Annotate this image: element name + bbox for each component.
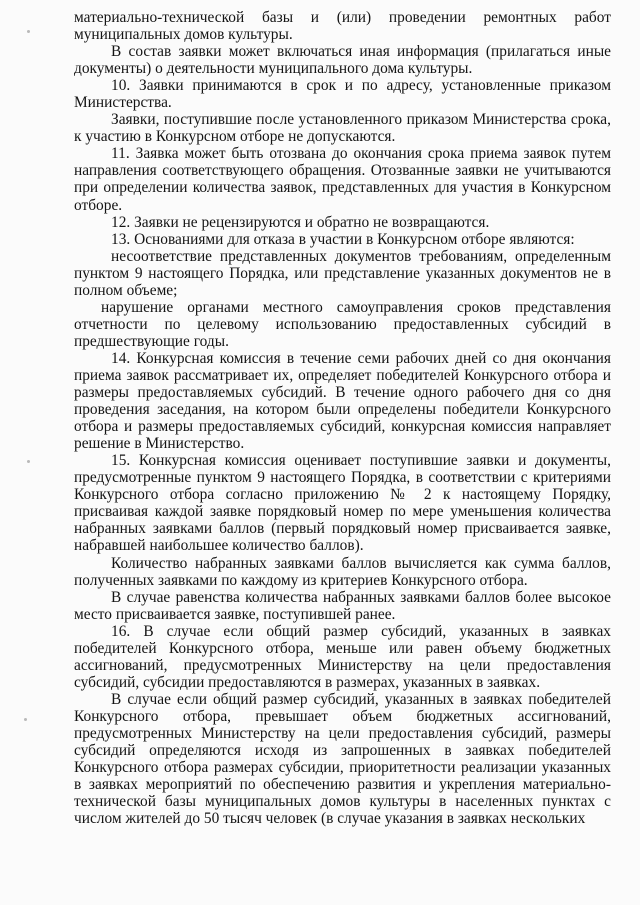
paragraph: 15. Конкурсная комиссия оценивает поступившие заявки и документы, предусмотренные пунктом 9 настоящего Порядка, в соответствии с критериями Конкурсного отбора согласно приложению № 2 к настоящему Порядку, присваивая каждой заявке порядковый номер по мере уменьшения количества набранных заявками баллов (первый порядковый номер присваивается заявке, набравшей наибольшее количество баллов). — [74, 452, 611, 555]
paragraph: Количество набранных заявками баллов вычисляется как сумма баллов, полученных заявками по каждому из критериев Конкурсного отбора. — [74, 554, 611, 589]
paragraph: 11. Заявка может быть отозвана до окончания срока приема заявок путем направления соответствующего обращения. Отозванные заявки не учитываются при определении количества заявок, представленных для участия в Конкурсном отборе. — [74, 145, 611, 214]
paragraph: 10. Заявки принимаются в срок и по адресу, установленные приказом Министерства. — [74, 77, 611, 112]
document-body — [74, 9, 611, 827]
paragraph: 12. Заявки не рецензируются и обратно не возвращаются. — [111, 213, 490, 231]
paragraph: В случае равенства количества набранных заявками баллов более высокое место присваивается заявке, поступившей ранее. — [74, 588, 611, 623]
paragraph: 16. В случае если общий размер субсидий, указанных в заявках победителей Конкурсного отбора, меньше или равен объему бюджетных ассигнований, предусмотренных Министерству на цели предоставления субсидий, субсидии предоставляются в размерах, указанных в заявках. — [74, 622, 611, 691]
paragraph: В состав заявки может включаться иная информация (прилагаться иные документы) о деятельности муниципального дома культуры. — [74, 43, 611, 78]
paragraph: материально-технической базы и (или) проведении ремонтных работ муниципальных домов культуры. — [74, 9, 611, 44]
paragraph: Заявки, поступившие после установленного приказом Министерства срока, к участию в Конкурсном отборе не допускаются. — [74, 111, 611, 146]
paragraph: 14. Конкурсная комиссия в течение семи рабочих дней со дня окончания приема заявок рассматривает их, определяет победителей Конкурсного отбора и размеры предоставляемых субсидий. В течение одного рабочего дня со дня проведения заседания, на котором были определены победители Конкурсного отбора и размеры предоставляемых субсидий, конкурсная комиссия направляет решение в Министерство. — [74, 349, 611, 453]
scan-speck — [27, 30, 30, 33]
paragraph: несоответствие представленных документов требованиям, определенным пунктом 9 настоящего Порядка, или представление указанных документов не в полном объеме; — [74, 247, 611, 299]
scan-speck — [27, 460, 30, 463]
paragraph: нарушение органами местного самоуправления сроков представления отчетности по целевому использованию предоставленных субсидий в предшествующие годы. — [74, 298, 611, 350]
paragraph: 13. Основаниями для отказа в участии в Конкурсном отборе являются: — [111, 230, 575, 248]
paragraph: В случае если общий размер субсидий, указанных в заявках победителей Конкурсного отбора, превышает объем бюджетных ассигнований, предусмотренных Министерству на цели предоставления субсидий, размеры субсидий определяются исходя из запрошенных в заявках победителей Конкурсного отбора размерах субсидии, приоритетности реализации указанных в заявках мероприятий по обеспечению развития и укрепления материально-технической базы муниципальных домов культуры в населенных пунктах с числом жителей до 50 тысяч человек (в случае указания в заявках нескольких — [74, 690, 611, 828]
scan-speck — [24, 718, 27, 721]
